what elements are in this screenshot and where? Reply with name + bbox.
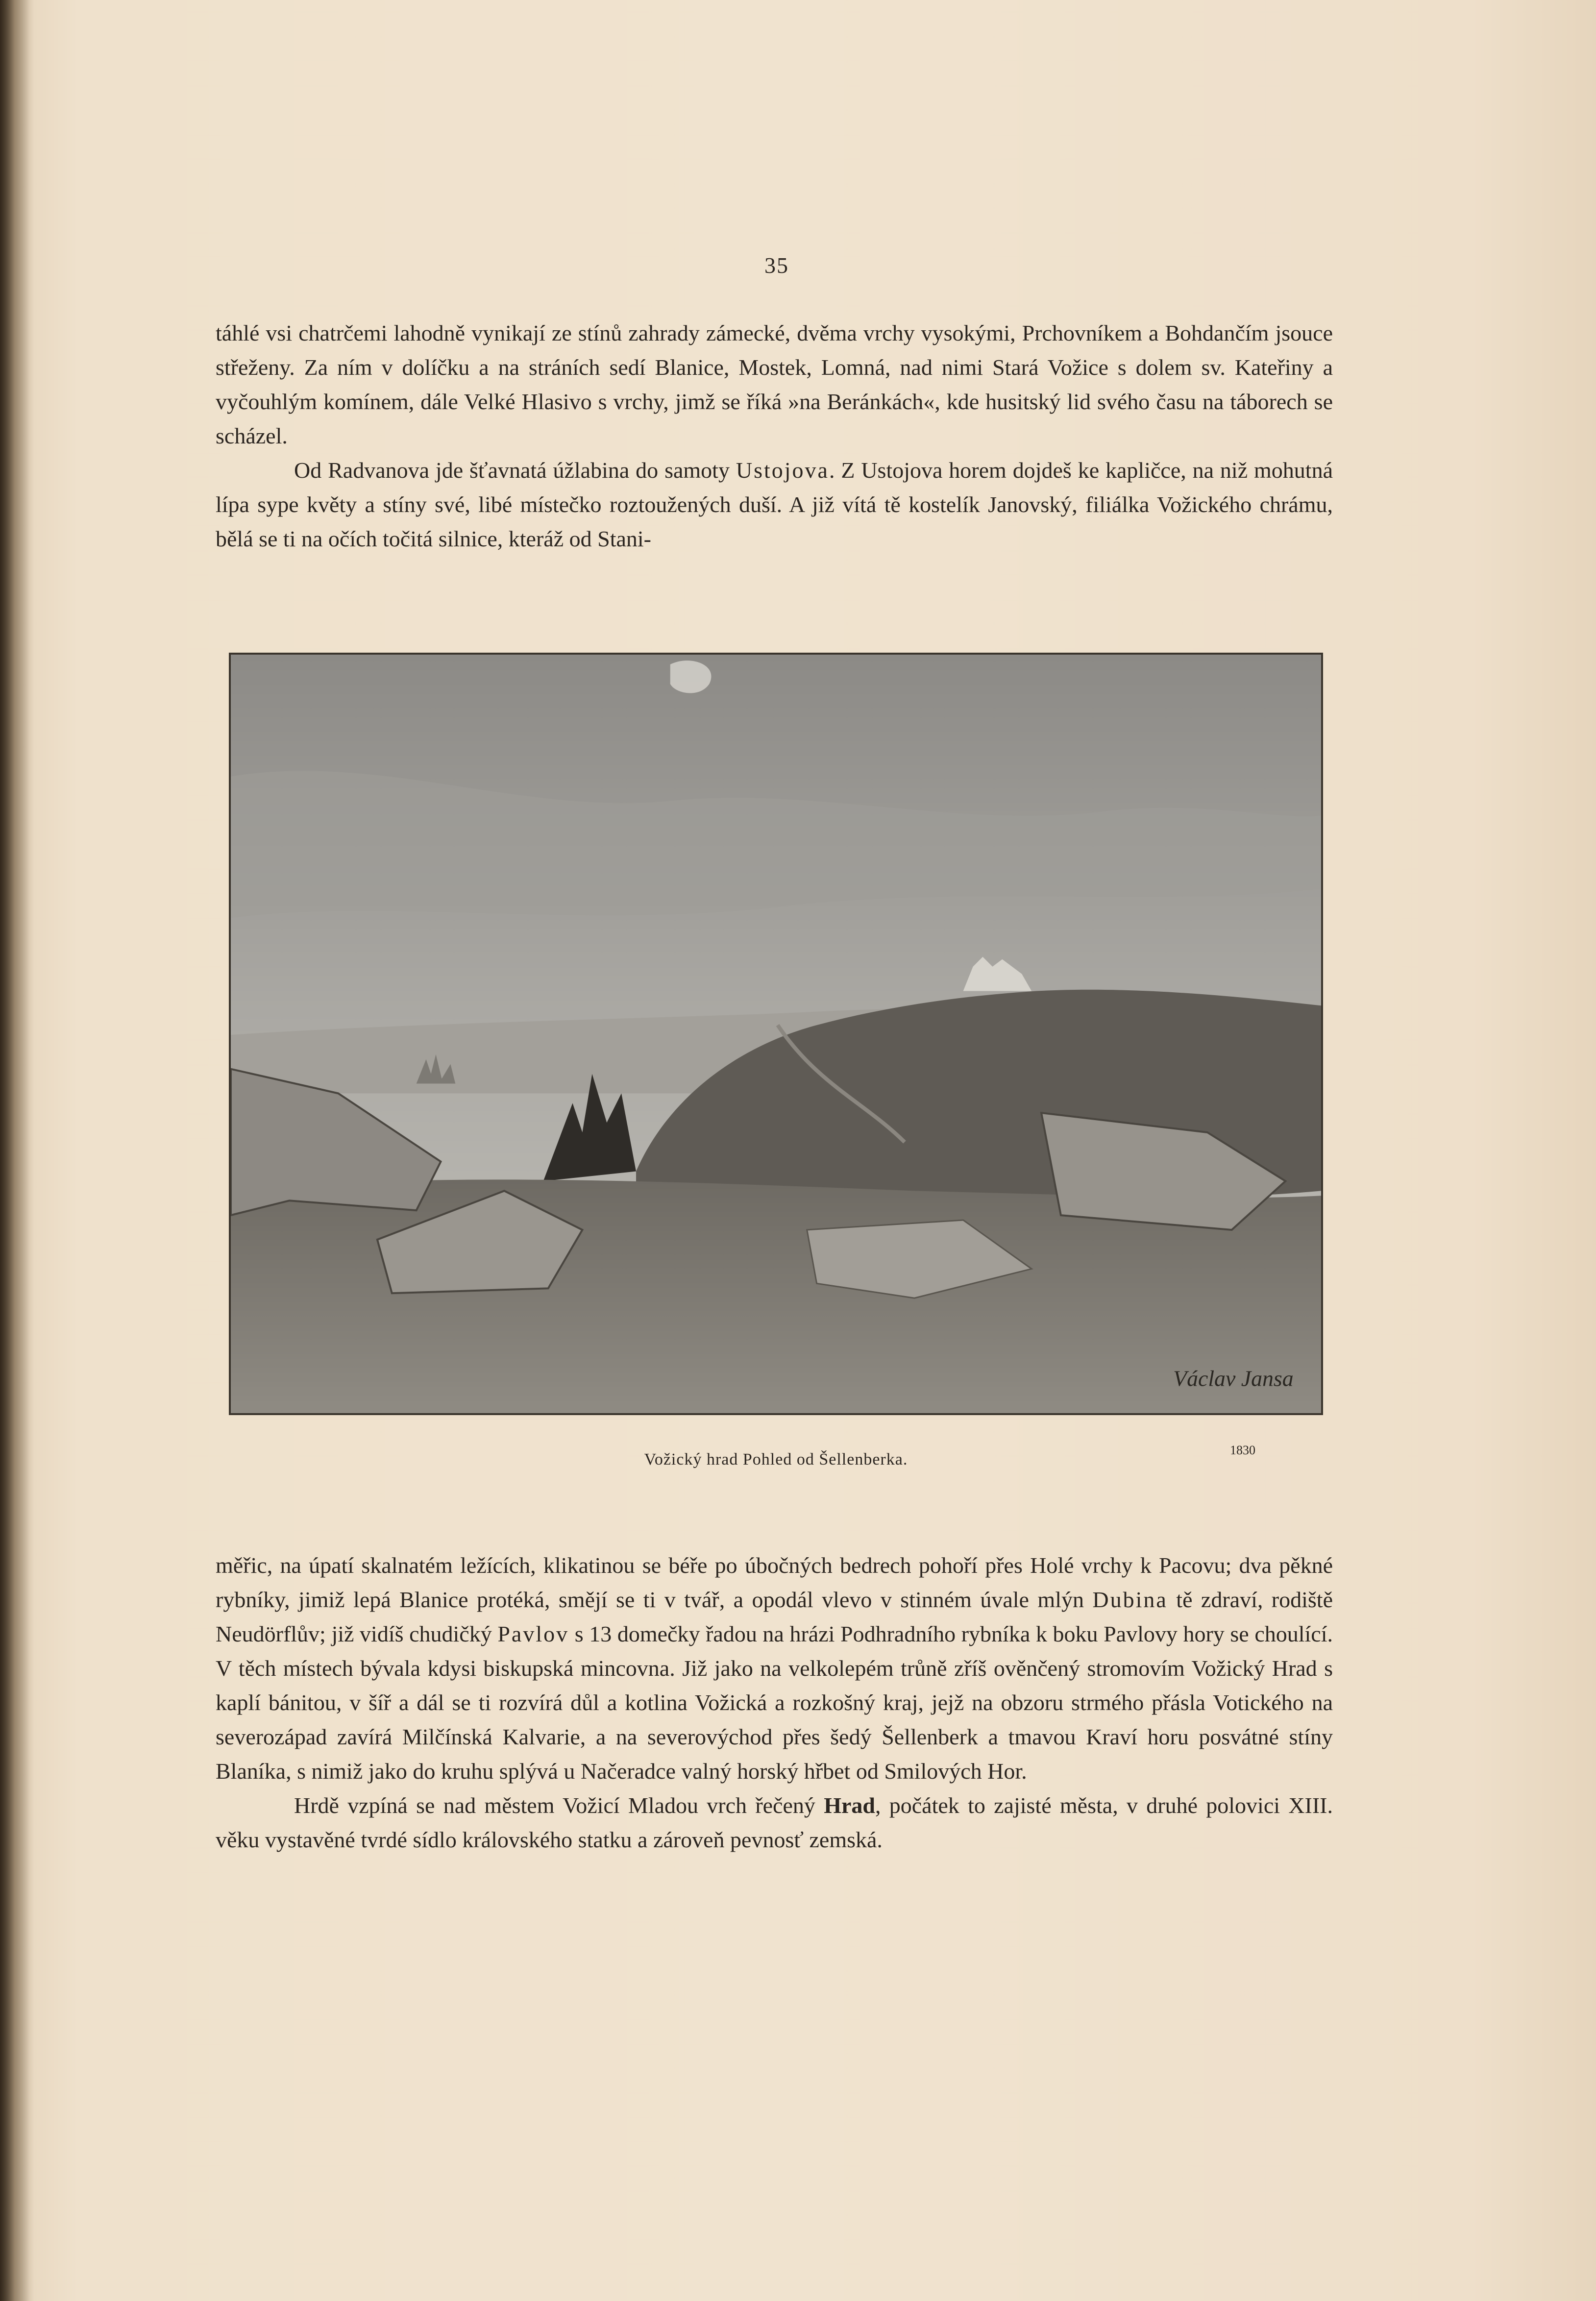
figure-caption: Vožický hrad Pohled od Šellenberka. xyxy=(644,1450,908,1469)
bottom-text-block xyxy=(216,1548,1333,1857)
landscape-engraving xyxy=(231,655,1321,1413)
paragraph-2-part-2: . Z Ustojova horem dojdeš ke kapličce, na niž mohutná lípa sype květy a stíny své, libé místečko roztoužených duší. A již vítá tě kostelík Janovský, filiálka Vožického chrámu, bělá se ti na očích točitá silnice, kteráž od Stani- xyxy=(216,458,1333,551)
paragraph-2 xyxy=(216,453,1333,556)
paragraph-4-part-2: , počátek to zajisté města, v druhé polovici XIII. věku vystavěné tvrdé sídlo královského statku a zároveň pevnosť zemská. xyxy=(216,1793,1333,1852)
paragraph-3 xyxy=(216,1548,1333,1788)
paragraph-4-part-1: Hrdě vzpíná se nad městem Vožicí Mladou vrch řečený xyxy=(294,1793,824,1818)
page-number: 35 xyxy=(764,253,789,278)
landscape-illustration xyxy=(229,653,1323,1415)
paragraph-1: táhlé vsi chatrčemi lahodně vynikají ze stínů zahrady zámecké, dvěma vrchy vysokými, Prchovníkem a Bohdančím jsouce střeženy. Za ním v dolíčku a na stráních sedí Blanice, Mostek, Lomná, nad nimi Stará Vožice s dolem sv. Kateřiny a vyčouhlým komínem, dále Velké Hlasivo s vrchy, jimž se říká »na Beránkách«, kde husitský lid svého času na táborech se scházel. xyxy=(216,320,1333,448)
paragraph-3-part-1: měřic, na úpatí skalnatém ležících, klikatinou se béře po úbočných bedrech pohoří přes Holé vrchy k Pacovu; dva pěkné rybníky, jimiž lepá Blanice protéká, smějí se ti v tvář, a opodál vlevo v stinném úvale mlýn xyxy=(216,1553,1333,1612)
paragraph-2-part-1: Od Radvanova jde šťavnatá úžlabina do samoty xyxy=(294,458,736,483)
place-ustojov: Ustojova xyxy=(736,458,829,483)
binding-shadow xyxy=(0,0,29,2301)
place-pavlov: Pavlov xyxy=(497,1621,569,1646)
plate-number: 1830 xyxy=(1230,1443,1255,1457)
place-dubina: Dubina xyxy=(1092,1587,1168,1612)
paragraph-4 xyxy=(216,1788,1333,1857)
paragraph-3-part-3: s 13 domečky řadou na hrázi Podhradního rybníka k boku Pavlovy hory se choulící. V těch místech bývala kdysi biskupská mincovna. Již jako na velkolepém trůně zříš ověnčený stromovím Vožický Hrad s kaplí bánitou, v šíř a dál se ti rozvírá důl a kotlina Vožická a rozkošný kraj, jejž na obzoru strmého přásla Votického na severozápad zavírá Milčínská Kalvarie, a na severovýchod přes šedý Šellenberk a tmavou Kraví horu posvátné stíny Blaníka, s nimiž jako do kruhu splývá u Načeradce valný horský hřbet od Smilových Hor. xyxy=(216,1621,1333,1784)
top-text-block xyxy=(216,316,1333,556)
paragraph-3-part-2: tě zdraví, rodiště Neudörflův; již vidíš chudičký xyxy=(216,1587,1333,1646)
place-hrad: Hrad xyxy=(824,1793,875,1818)
artist-signature: Václav Jansa xyxy=(1173,1366,1294,1391)
